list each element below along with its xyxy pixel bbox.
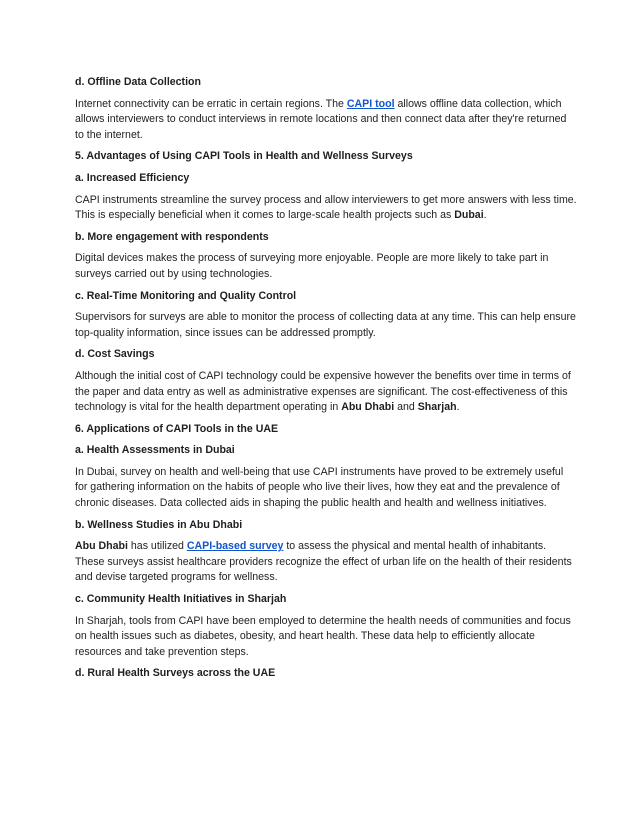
- capi-tool-link[interactable]: CAPI tool: [346, 97, 395, 110]
- text: .: [456, 401, 460, 414]
- paragraph-wellness: [75, 539, 578, 586]
- heading-wellness-abu-dhabi: b. Wellness Studies in Abu Dhabi: [75, 518, 243, 531]
- heading-offline-data-collection: d. Offline Data Collection: [75, 76, 201, 88]
- paragraph-efficiency: [75, 193, 578, 224]
- text: to assess the physical and mental health of inhabitants. These surveys assist healthcare providers recognize the effect of urban life on the health of their residents and devise targeted programs for wellness.: [75, 540, 572, 584]
- heading-increased-efficiency: a. Increased Efficiency: [75, 171, 190, 184]
- text: Internet connectivity can be erratic in certain regions. The: [75, 97, 347, 110]
- paragraph-monitoring: Supervisors for surveys are able to monitor the process of collecting data at any time. This can help ensure top-quality information, since issues can be addressed promptly.: [75, 311, 576, 339]
- paragraph-engagement: Digital devices makes the process of surveying more enjoyable. People are more likely to take part in surveys carried out by using technologies.: [75, 252, 549, 280]
- paragraph-community: In Sharjah, tools from CAPI have been employed to determine the health needs of communities and focus on health issues such as diabetes, obesity, and heart health. These data help to efficiently allocate resources and take prevention steps.: [75, 614, 571, 658]
- capi-based-survey-link[interactable]: CAPI-based survey: [186, 540, 284, 553]
- text: .: [483, 209, 487, 222]
- text: CAPI instruments streamline the survey process and allow interviewers to get more answers with less time. This is especially beneficial when it comes to large-scale health projects such as: [75, 193, 577, 222]
- paragraph-cost: [75, 369, 578, 416]
- paragraph-health-dubai: In Dubai, survey on health and well-being that use CAPI instruments have proved to be extremely useful for gathering information on the habits of people who live their lives, how they eat and the prevalence of chronic diseases. Data collected aids in shaping the public health and health and wellness initiatives.: [75, 465, 564, 510]
- text: Although the initial cost of CAPI technology could be expensive however the benefits over time in terms of the paper and data entry as well as administrative expenses are significant. The cost-effectiveness of this technology is vital for the health department operating in: [75, 369, 571, 414]
- bold-abu-dhabi: Abu Dhabi: [75, 540, 128, 553]
- bold-dubai: Dubai: [454, 209, 484, 222]
- heading-health-dubai: a. Health Assessments in Dubai: [75, 444, 235, 457]
- paragraph-offline: [75, 97, 578, 144]
- heading-advantages: 5. Advantages of Using CAPI Tools in Health and Wellness Surveys: [75, 150, 413, 163]
- heading-applications: 6. Applications of CAPI Tools in the UAE: [75, 422, 279, 435]
- text: has utilized: [127, 540, 187, 553]
- text: and: [394, 401, 418, 414]
- heading-engagement: b. More engagement with respondents: [75, 230, 269, 243]
- heading-rural-health: d. Rural Health Surveys across the UAE: [75, 667, 276, 680]
- heading-community-sharjah: c. Community Health Initiatives in Sharjah: [75, 593, 287, 606]
- heading-monitoring: c. Real-Time Monitoring and Quality Control: [75, 289, 297, 302]
- text: allows offline data collection, which allows interviewers to conduct interviews in remote locations and then connect data after they're returned to the internet.: [75, 97, 567, 141]
- bold-abu-dhabi: Abu Dhabi: [341, 401, 395, 414]
- bold-sharjah: Sharjah: [417, 401, 457, 414]
- heading-cost-savings: d. Cost Savings: [75, 348, 155, 361]
